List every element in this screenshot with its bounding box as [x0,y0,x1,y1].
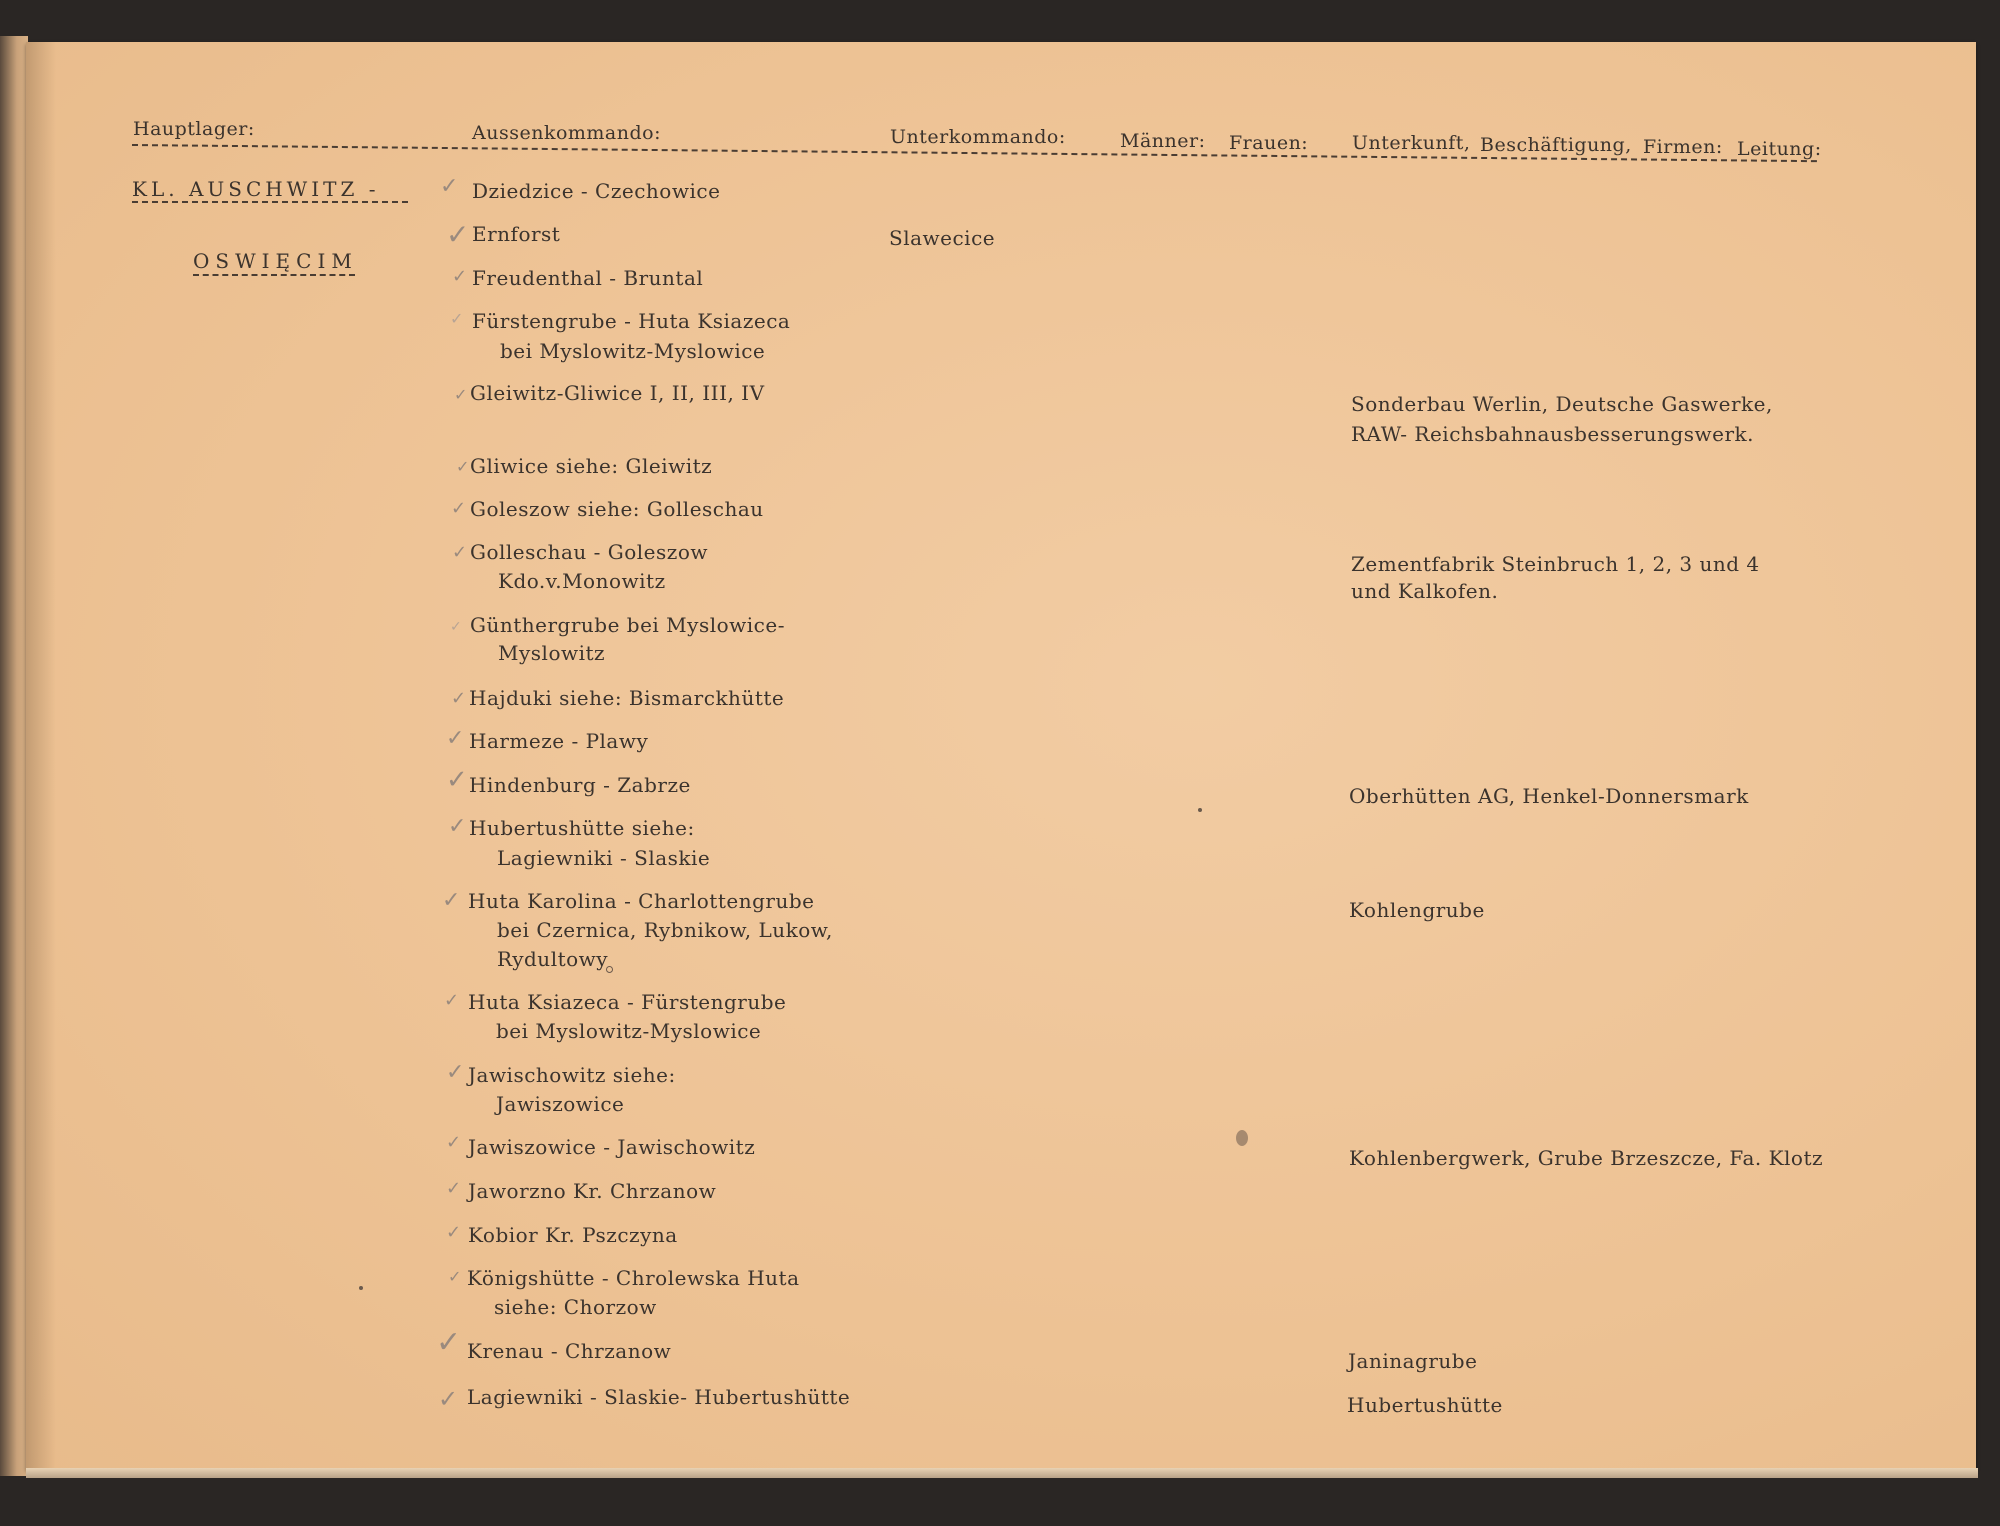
binding-edge [0,36,28,1476]
check-mark-icon: ✓ [446,726,465,751]
check-mark-icon: ✓ [450,309,464,328]
entry-aussenkommando: Krenau - Chrzanow [467,1339,672,1363]
entry-aussenkommando: Lagiewniki - Slaskie- Hubertushütte [467,1385,851,1409]
header-leitung: Leitung: [1737,138,1822,160]
check-mark-icon: ✓ [438,1385,459,1413]
header-beschaeftigung: Beschäftigung, [1480,134,1632,156]
header-unterkunft: Unterkunft, [1352,132,1471,154]
check-mark-icon: ✓ [446,1178,462,1199]
entry-firmen: Janinagrube [1348,1349,1478,1373]
check-mark-icon: ✓ [451,688,467,709]
entry-aussenkommando: Hindenburg - Zabrze [469,773,691,797]
entry-aussenkommando: Goleszow siehe: Golleschau [470,497,764,521]
spine-shadow [26,42,56,1470]
header-unterkommando: Unterkommando: [890,126,1066,148]
paper-speck [606,966,613,973]
entry-aussenkommando: Gleiwitz-Gliwice I, II, III, IV [470,381,765,405]
entry-aussenkommando: Fürstengrube - Huta Ksiazeca [472,309,791,333]
entry-aussenkommando-cont: Lagiewniki - Slaskie [497,846,711,870]
entry-aussenkommando-cont: bei Czernica, Rybnikow, Lukow, [497,918,833,942]
paper-stain [1236,1130,1248,1146]
entry-aussenkommando: Jaworzno Kr. Chrzanow [468,1179,717,1203]
header-aussenkommando: Aussenkommando: [472,122,661,144]
hauptlager-name-line1: KL. AUSCHWITZ - [132,177,380,201]
entry-aussenkommando: Ernforst [472,222,561,246]
header-frauen: Frauen: [1229,132,1309,154]
entry-aussenkommando-cont: Myslowitz [498,641,606,665]
header-hauptlager: Hauptlager: [133,118,255,140]
entry-firmen: Oberhütten AG, Henkel-Donnersmark [1349,784,1749,808]
check-mark-icon: ✓ [452,266,468,287]
check-mark-icon: ✓ [436,1325,462,1360]
entry-firmen: Sonderbau Werlin, Deutsche Gaswerke, [1351,392,1773,416]
entry-aussenkommando-cont: Jawiszowice [496,1092,625,1116]
paper-speck [1198,808,1202,812]
check-mark-icon: ✓ [454,385,468,404]
entry-firmen: Kohlenbergwerk, Grube Brzeszcze, Fa. Klotz [1349,1146,1824,1170]
check-mark-icon: ✓ [456,457,470,476]
entry-aussenkommando: Jawischowitz siehe: [468,1063,676,1087]
entry-firmen-cont: und Kalkofen. [1351,579,1499,603]
entry-aussenkommando: Dziedzice - Czechowice [472,179,721,203]
entry-firmen-cont: RAW- Reichsbahnausbesserungswerk. [1351,422,1754,446]
entry-aussenkommando: Golleschau - Goleszow [470,540,708,564]
hauptlager-line2-underline [193,274,355,276]
entry-aussenkommando: Jawiszowice - Jawischowitz [468,1135,756,1159]
check-mark-icon: ✓ [448,1267,462,1286]
check-mark-icon: ✓ [451,498,467,519]
entry-aussenkommando-cont: bei Myslowitz-Myslowice [500,339,766,363]
hauptlager-name-line2: OSWIĘCIM [193,249,358,273]
check-mark-icon: ✓ [446,1060,465,1085]
entry-aussenkommando: Günthergrube bei Myslowice- [470,613,785,637]
check-mark-icon: ✓ [440,174,459,199]
check-mark-icon: ✓ [448,814,467,839]
check-mark-icon: ✓ [446,218,470,251]
entry-aussenkommando: Huta Ksiazeca - Fürstengrube [468,990,787,1014]
entry-firmen: Zementfabrik Steinbruch 1, 2, 3 und 4 [1351,552,1760,576]
entry-aussenkommando-cont: bei Myslowitz-Myslowice [496,1019,762,1043]
check-mark-icon: ✓ [446,765,468,795]
entry-aussenkommando: Gliwice siehe: Gleiwitz [470,454,713,478]
hauptlager-line1-underline [132,201,408,203]
check-mark-icon: ✓ [446,1132,462,1153]
check-mark-icon: ✓ [446,1222,462,1243]
entry-aussenkommando-cont: siehe: Chorzow [494,1295,657,1319]
check-mark-icon: ✓ [442,888,461,913]
entry-firmen: Kohlengrube [1349,898,1485,922]
check-mark-icon: ✓ [450,619,462,635]
check-mark-icon: ✓ [452,542,468,563]
page-bottom-edge [26,1468,1978,1478]
header-firmen: Firmen: [1643,136,1723,158]
paper-speck [359,1286,363,1290]
entry-firmen: Hubertushütte [1347,1393,1503,1417]
entry-aussenkommando: Hubertushütte siehe: [469,816,695,840]
entry-aussenkommando: Königshütte - Chrolewska Huta [467,1266,800,1290]
entry-aussenkommando-cont: Rydultowy [497,947,609,971]
entry-aussenkommando-cont: Kdo.v.Monowitz [498,569,666,593]
entry-aussenkommando: Hajduki siehe: Bismarckhütte [469,686,785,710]
check-mark-icon: ✓ [444,990,460,1011]
header-maenner: Männer: [1120,130,1206,152]
entry-aussenkommando: Freudenthal - Bruntal [472,266,704,290]
entry-unterkommando: Slawecice [889,226,996,250]
entry-aussenkommando: Kobior Kr. Pszczyna [468,1223,678,1247]
entry-aussenkommando: Harmeze - Plawy [469,729,649,753]
entry-aussenkommando: Huta Karolina - Charlottengrube [468,889,815,913]
